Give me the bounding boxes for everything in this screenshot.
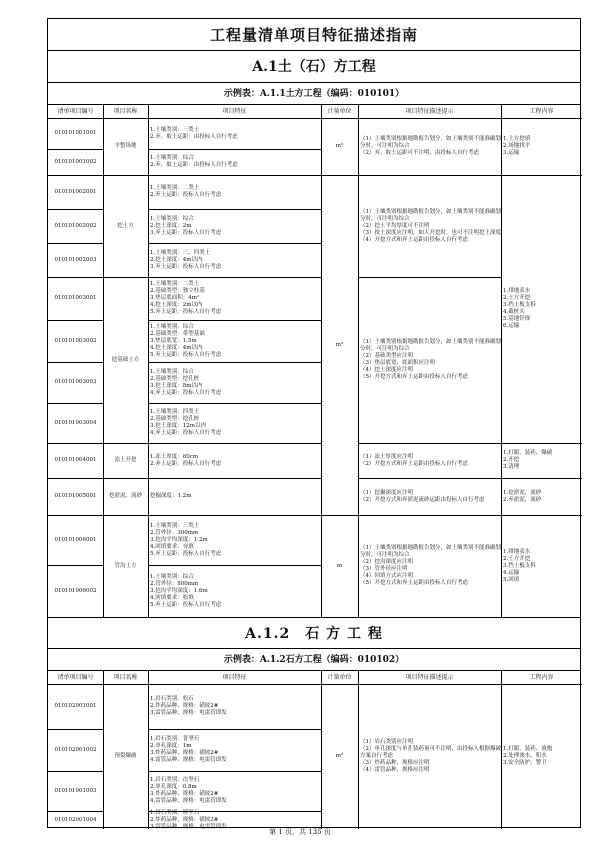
column-header: 项目特征描述提示 — [405, 674, 454, 681]
item-name: 平整场地 — [114, 143, 137, 149]
item-feature: 1.岩石类别：特坚石 2.炸药品种、规格：硝铵2# 3.雷管品种、规格：电雷管即发 — [150, 809, 227, 830]
item-feature: 1.土壤类别：综合 2.基础类型：带型基础 3.垫层底宽：1.5m 4.挖土深度：4m以内 5.弃土运距：投标人自行考虑 — [150, 323, 222, 358]
item-code: 010101005001 — [54, 493, 97, 499]
column-header: 计量单位 — [327, 674, 352, 681]
description-hint: （1）土壤类别根据地勘报告划分，如土壤类别不能准确划分时，可注明为综合 （2）基础类型应注明 （3）垫层底宽、底面积应注明 （4）挖土深度应注明 （5）开挖方式和弃土运距由投标人自行考虑 — [360, 339, 502, 380]
item-feature: 1.土壤类别：综合 2.挖土深度：2m 3.弃土运距：投标人自行考虑 — [150, 215, 222, 236]
item-feature: 1.冻土厚度：80cm 2.弃土运距：投标人自行考虑 — [150, 453, 222, 467]
item-code: 010101006002 — [54, 587, 97, 594]
item-feature: 1.土壤类别：三类土 2.弃、取土运距：由投标人自行考虑 — [150, 126, 238, 140]
unit-cell: m³ — [335, 753, 344, 759]
item-feature: 1.岩石类别：次坚石 2.单孔深度：0.8m 3.炸药品种、规格：硝铵2# 4.雷管品种、规格：电雷管即发 — [150, 777, 227, 804]
item-code: 010101002001 — [54, 188, 97, 195]
column-header: 工程内容 — [529, 108, 554, 115]
item-name: 冻土开挖 — [114, 457, 137, 463]
description-hint: （1）挖掘深度应注明 （2）开挖方式和弃淤泥流砂运距由投标人自行考虑 — [360, 489, 485, 503]
item-feature: 1.土壤类别：综合 2.弃、取土运距：由投标人自行考虑 — [150, 155, 238, 168]
item-code: 010102001002 — [54, 746, 97, 753]
item-code: 010102001001 — [54, 703, 97, 709]
document-page — [47, 18, 581, 828]
earthwork-table — [48, 105, 580, 617]
item-code: 010101001003 — [54, 787, 97, 794]
section-heading-2: A.1.2 石 方 工 程 — [48, 617, 580, 649]
item-feature: 1.土壤类别：二类土 2.基础类型：独立柱基 3.垫层底面积：4m² 4.挖土深度：2m以内 5.弃土运距：投标人自行考虑 — [150, 281, 222, 315]
item-code: 010101003004 — [54, 419, 97, 426]
stonework-table — [48, 671, 580, 829]
item-code: 010101003003 — [54, 379, 97, 385]
description-hint: （1）冻土厚度应注明 （2）开挖方式和弃土运距由投标人自行考虑 — [360, 453, 469, 467]
column-header: 清单项目编号 — [57, 674, 94, 681]
item-feature: 1.土壤类别：综合 2.基础类型：挖孔桩 3.挖土深度：8m以内 4.弃土运距：投标人自行考虑 — [150, 368, 222, 396]
item-feature: 1.土壤类别：二类土 2.弃土运距：投标人自行考虑 — [150, 185, 222, 198]
document-title: 工程量清单项目特征描述指南 — [48, 19, 580, 51]
item-code: 010101003002 — [54, 337, 97, 344]
column-header: 项目特征 — [222, 108, 247, 115]
item-name: 预裂爆破 — [114, 753, 137, 759]
work-content: 1.排地表水 2.土方开挖 3.挡土板支拆 4.运输 5.回填 — [503, 548, 536, 583]
column-header: 计量单位 — [327, 108, 352, 115]
work-content: 1.打眼、装药、放炮 2.处理渗水、积水 3.安全防护、警卫 — [503, 746, 553, 766]
item-feature: 1.土壤类别：四类土 2.基础类型：挖孔桩 3.挖土深度：12m以内 4.弃土运距：投标人自行考虑 — [150, 409, 222, 436]
description-hint: （1）土壤类别根据地勘报告划分，如土壤类别不能准确划分时，可注明为综合 （2）挖土平均厚度可不注明 （3）按土深度应注明，如大开挖时，也可不注明挖土深度 （4）开挖方式和弃土运距由投标人自行考虑 — [360, 208, 502, 243]
item-code: 010102001004 — [54, 816, 97, 823]
unit-cell: m³ — [335, 341, 344, 348]
work-content: 1.排地表水 2.土方开挖 3.挡土板支拆 4.截桩头 5.基地钎探 6.运输 — [503, 288, 536, 329]
item-name: 挖土方 — [117, 222, 134, 229]
work-content: 1.打眼、装药、爆破 2.开挖 3.清理 — [503, 450, 553, 470]
item-code: 010101004001 — [54, 457, 97, 463]
column-header: 项目特征描述提示 — [405, 108, 454, 115]
column-header: 项目名称 — [113, 674, 138, 681]
item-code: 010101002002 — [54, 222, 97, 229]
item-feature: 1.土壤类别：三类土 2.管外径：300mm 3.挖沟平均深度：1.2m 4.回填要求：夯填 5.弃土运距：投标人自行考虑 — [150, 522, 222, 557]
column-header: 项目名称 — [113, 108, 138, 115]
work-content: 1.挖淤泥、流砂 2.弃淤泥、流砂 — [503, 489, 542, 503]
item-feature: 1.岩石类别：松石 2.炸药品种、规格：硝铵2# 3.雷管品种、规格：电雷管即发 — [150, 696, 227, 716]
column-header: 工程内容 — [529, 674, 554, 681]
item-code: 010101001001 — [54, 130, 97, 136]
item-feature: 挖掘深度：1.2m — [150, 493, 192, 499]
item-name: 挖基础土方 — [111, 356, 140, 363]
page-footer: 第 1 页，共 135 页 — [269, 828, 331, 836]
work-content: 1.土方挖填 2.场地找平 3.运输 — [503, 136, 531, 156]
example-caption-2: 示例表：A.1.2石方工程（编码：010102） — [48, 649, 580, 671]
section-heading: A.1土（石）方工程 — [48, 51, 580, 83]
item-name: 挖淤泥、流砂 — [108, 493, 142, 499]
unit-cell: m³ — [335, 143, 344, 149]
column-header: 项目特征 — [222, 674, 247, 681]
item-code: 010101002003 — [54, 256, 97, 263]
description-hint: （1）土壤类别根据地勘报告划分，如土壤类别不能准确划分时，可注明为综合 （2）挖沟深度应注明 （3）管外径应注明 （4）回填方式应注明 （5）开挖方式和弃土运距由投标人自行考虑 — [360, 545, 502, 586]
item-code: 010101006001 — [54, 536, 97, 543]
item-feature: 1.岩石类别：普坚石 2.单孔深度：1m 3.炸药品种、规格：硝铵2# 4.雷管品种、规格：电雷管即发 — [150, 736, 227, 763]
description-hint: （1）土壤类别根据地勘报告划分，如土壤类别不能准确划分时，可注明为综合 （2）弃、取土运距可不注明，由投标人自行考虑 — [360, 136, 502, 156]
item-code: 010101001002 — [54, 158, 97, 165]
item-feature: 1.土壤类别：三、四类土 2.挖土深度：4m以内 3.弃土运距：投标人自行考虑 — [150, 249, 222, 270]
unit-cell: m — [336, 562, 343, 569]
description-hint: （1）岩石类别应注明 （2）单孔深度与单孔装药量可不注明，由投标人根据爆破方案自行考虑 （3）炸药品种、规格应注明 （4）雷管品种、规格应注明 — [360, 739, 502, 773]
item-feature: 1.土壤类别：综合 2.管外径：800mm 3.挖沟平均深度：1.6m 4.回填要求：松填 5.弃土运距：投标人自行考虑 — [150, 573, 222, 608]
example-caption: 示例表：A.1.1土方工程（编码：010101） — [48, 83, 580, 105]
item-code: 010101003001 — [54, 295, 97, 301]
column-header: 清单项目编号 — [57, 108, 94, 115]
item-name: 管沟土方 — [114, 562, 137, 569]
